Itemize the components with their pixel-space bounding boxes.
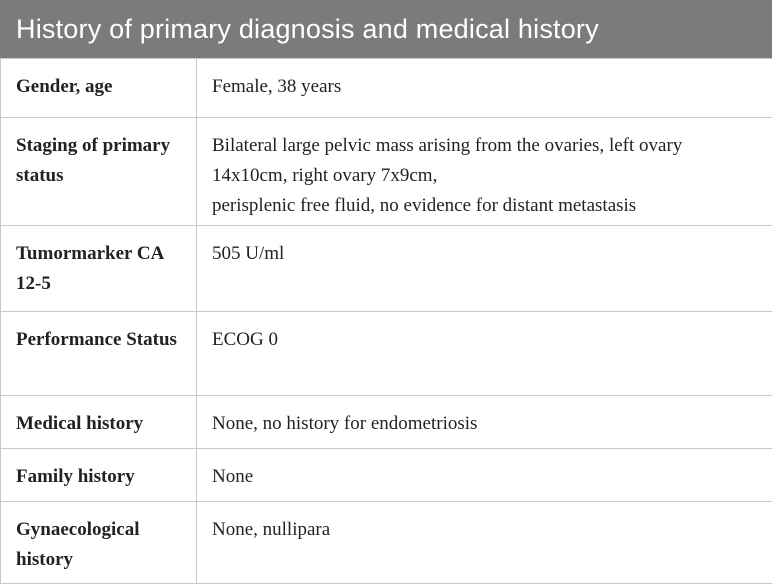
- row-label: Gender, age: [1, 59, 197, 118]
- table-row: [1, 502, 772, 584]
- row-label: Gynaecological history: [1, 502, 197, 584]
- row-label: Medical history: [1, 396, 197, 449]
- row-label: Staging of primary status: [1, 118, 197, 226]
- table-row: [1, 59, 772, 118]
- row-value-line: ECOG 0: [212, 325, 758, 355]
- row-label: Tumormarker CA 12-5: [1, 226, 197, 312]
- row-value-line: None: [212, 462, 758, 492]
- row-value: [197, 118, 772, 226]
- table-row: [1, 449, 772, 502]
- row-label: Performance Status: [1, 312, 197, 396]
- table-row: [1, 226, 772, 312]
- row-value-line: None, no history for endometriosis: [212, 409, 758, 439]
- row-value: [197, 226, 772, 312]
- row-value: [197, 449, 772, 502]
- row-value: [197, 396, 772, 449]
- row-value: [197, 502, 772, 584]
- row-value-line: Female, 38 years: [212, 72, 758, 102]
- row-value: [197, 59, 772, 118]
- table-title: History of primary diagnosis and medical history: [0, 0, 772, 58]
- row-value-line: 505 U/ml: [212, 239, 758, 269]
- history-table: [0, 58, 772, 584]
- row-value-line: perisplenic free fluid, no evidence for distant metastasis: [212, 191, 758, 221]
- row-label: Family history: [1, 449, 197, 502]
- row-value-line: Bilateral large pelvic mass arising from the ovaries, left ovary 14x10cm, right ovary 7x9cm,: [212, 131, 758, 191]
- table-row: [1, 396, 772, 449]
- row-value: [197, 312, 772, 396]
- table-row: [1, 312, 772, 396]
- row-value-line: None, nullipara: [212, 515, 758, 545]
- table-row: [1, 118, 772, 226]
